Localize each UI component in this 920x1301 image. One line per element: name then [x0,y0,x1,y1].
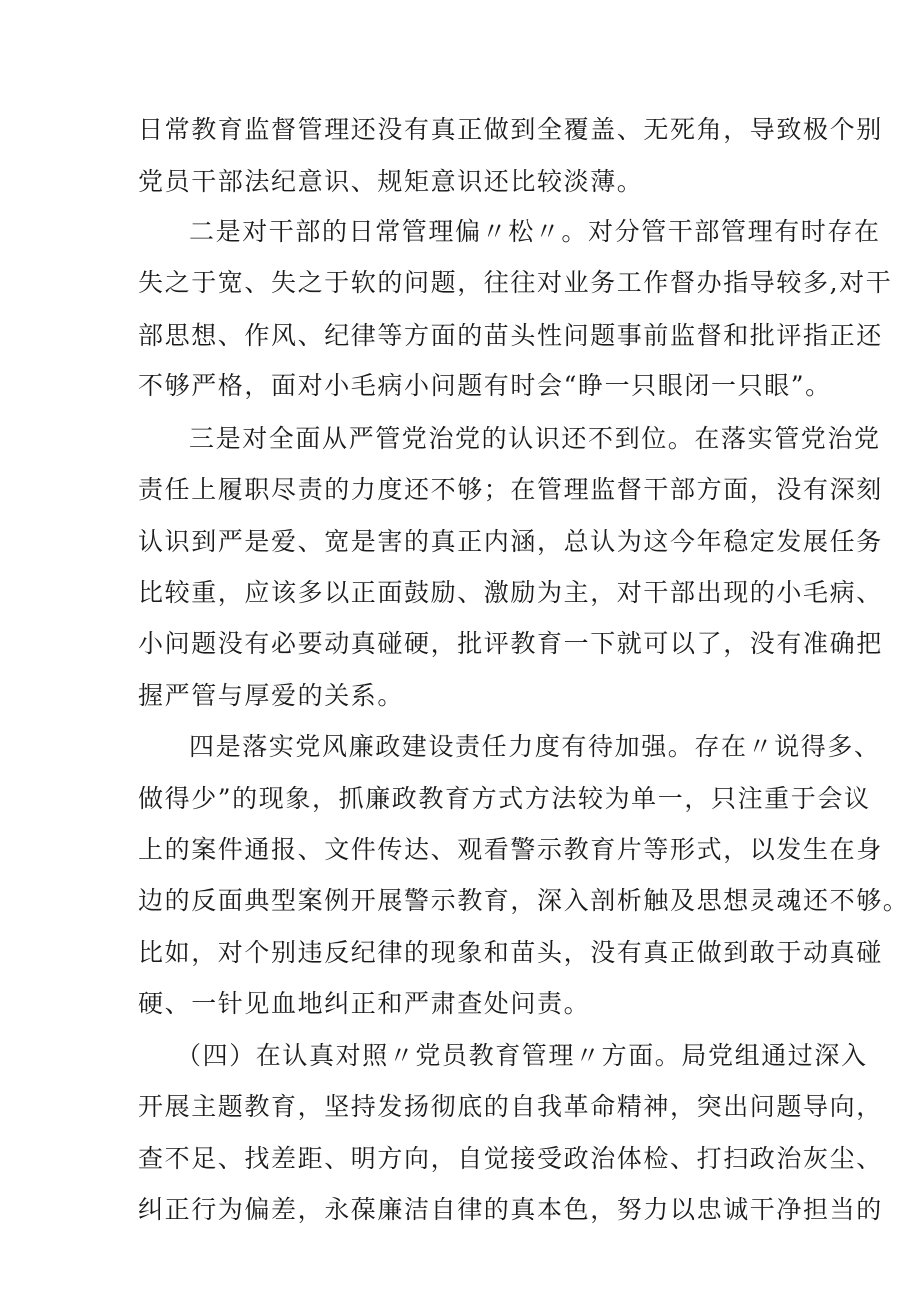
text-line: 部思想、作风、纪律等方面的苗头性问题事前监督和批评指正还 [138,321,883,350]
text-line: 失之于宽、失之于软的问题，往往对业务工作督办指导较多,对干 [138,268,893,297]
text-line: 比较重，应该多以正面鼓励、激励为主，对干部出现的小毛病、 [138,578,883,607]
text-line: 比如，对个别违反纪律的现象和苗头，没有真正做到敢于动真碰 [138,938,883,967]
text-line: 认识到严是爱、宽是害的真正内涵，总认为这今年稳定发展任务 [138,527,883,556]
paragraph-start-line: 二是对干部的日常管理偏〃松〃。对分管干部管理有时存在 [189,217,881,246]
text-line: 握严管与厚爱的关系。 [138,681,405,710]
text-line: 小问题没有必要动真碰硬，批评教育一下就可以了，没有准确把 [138,629,883,658]
paragraph-start-line: 四是落实党风廉政建设责任力度有待加强。存在〃说得多、 [189,732,881,761]
text-line: 日常教育监督管理还没有真正做到全覆盖、无死角，导致极个别 [138,115,883,144]
text-line: 党员干部法纪意识、规矩意识还比较淡薄。 [138,167,644,196]
text-line: 边的反面典型案例开展警示教育，深入剖析触及思想灵魂还不够。 [138,886,910,915]
text-line: 硬、一针见血地纠正和严肃查处问责。 [138,989,591,1018]
text-line: 纠正行为偏差，永葆廉洁自律的真本色，努力以忠诚干净担当的 [138,1195,883,1224]
text-line: 责任上履职尽责的力度还不够；在管理监督干部方面，没有深刻 [138,475,883,504]
paragraph-start-line: 三是对全面从严管党治党的认识还不到位。在落实管党治党 [189,424,881,453]
text-line: 开展主题教育，坚持发扬彻底的自我革命精神，突出问题导向， [138,1092,883,1121]
text-line: 不够严格，面对小毛病小问题有时会“睁一只眼闭一只眼”。 [138,371,832,400]
text-line: 上的案件通报、文件传达、观看警示教育片等形式，以发生在身 [138,835,883,864]
section-heading-line: （四）在认真对照〃党员教育管理〃方面。局党组通过深入 [176,1041,868,1070]
text-line: 查不足、找差距、明方向，自觉接受政治体检、打扫政治灰尘、 [138,1144,883,1173]
text-line: 做得少”的现象，抓廉政教育方式方法较为单一，只注重于会议 [138,784,871,813]
